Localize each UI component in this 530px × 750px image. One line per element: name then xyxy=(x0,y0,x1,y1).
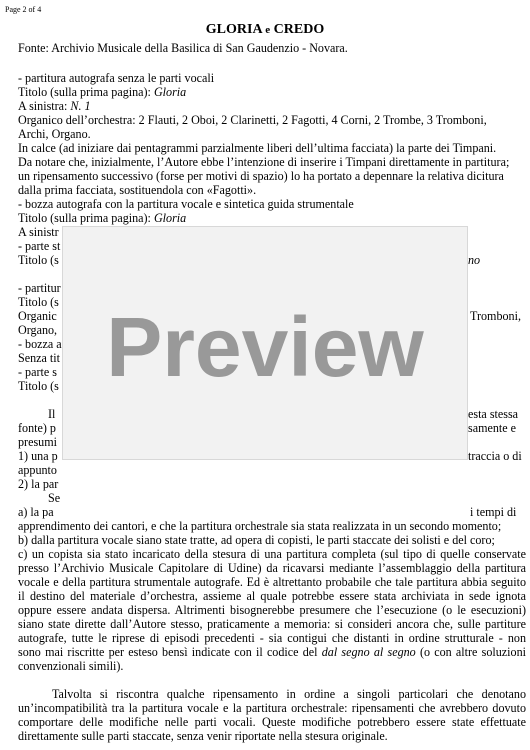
preview-watermark: Preview xyxy=(106,300,424,394)
line-text: Tromboni, xyxy=(470,309,521,323)
line-text: sono mai riscritte per esteso bensì indicate con il codice del xyxy=(18,645,322,659)
text-line xyxy=(18,421,56,435)
text-line xyxy=(18,183,256,197)
text-line xyxy=(18,71,214,85)
text-line xyxy=(18,127,91,141)
page-number: Page 2 of 4 xyxy=(5,5,42,14)
text-line xyxy=(18,197,354,211)
line-text: Titolo (s xyxy=(18,295,59,309)
line-text: A sinistra: xyxy=(18,99,71,113)
line-text: - bozza autografa con la partitura vocale e sintetica guida strumentale xyxy=(18,197,354,211)
line-text: presumi xyxy=(18,435,57,449)
text-line xyxy=(18,617,526,631)
text-line xyxy=(470,505,516,519)
line-text: c) un copista sia stato incaricato della stesura di una partitura completa (sul tipo di quelle conservate xyxy=(18,547,526,561)
line-text: siano state dirette dall’Autore stesso, praticamente a memoria: si consideri ancora che, sulle partiture xyxy=(18,617,526,631)
line-text: vocale e della partitura strumentale autografe. Ed è altrettanto probabile che tale partitura abbia seguito xyxy=(18,575,526,589)
line-text: 1) una p xyxy=(18,449,58,463)
line-text: Organico dell’orchestra: 2 Flauti, 2 Oboi, 2 Clarinetti, 2 Fagotti, 4 Corni, 2 Trombe, 3 Tromboni, xyxy=(18,113,487,127)
line-italic: dal segno al segno xyxy=(321,645,416,659)
text-line xyxy=(18,351,60,365)
text-line xyxy=(18,575,526,589)
line-text: il destino del materiale d’orchestra, assieme al quale potrebbe essere stata archiviata in sede ignota xyxy=(18,589,526,603)
line-text: comportare delle modifiche nelle parti vocali. Queste modifiche potrebbero essere state effettuate xyxy=(18,715,526,729)
text-line xyxy=(18,113,487,127)
line-text: apprendimento dei cantori, e che la partitura orchestrale sia stata realizzata in un secondo momento; xyxy=(18,519,502,533)
text-line xyxy=(18,85,186,99)
line-text: - partitur xyxy=(18,281,61,295)
line-text: Senza tit xyxy=(18,351,60,365)
text-line xyxy=(18,337,62,351)
text-line xyxy=(468,421,516,435)
line-text: Se xyxy=(48,491,61,505)
text-line xyxy=(48,491,60,505)
line-text: Titolo (s xyxy=(18,253,59,267)
line-text: - bozza a xyxy=(18,337,62,351)
text-line xyxy=(18,99,91,113)
line-text: Organic xyxy=(18,309,57,323)
line-text: b) dalla partitura vocale siano state tratte, ad opera di copisti, le parti staccate dei solisti e del coro; xyxy=(18,533,495,547)
text-line xyxy=(18,323,57,337)
text-line xyxy=(18,449,58,463)
text-line xyxy=(18,281,61,295)
line-italic: Gloria xyxy=(153,85,187,99)
text-line xyxy=(18,211,186,225)
line-text: traccia o di xyxy=(468,449,522,463)
line-text: Organo, xyxy=(18,323,58,337)
line-text: samente e xyxy=(468,421,517,435)
line-italic: N. 1 xyxy=(70,99,91,113)
text-line xyxy=(470,309,521,323)
line-text: appunto xyxy=(18,463,57,477)
line-text: i tempi di xyxy=(470,505,517,519)
title-joiner: e xyxy=(265,24,271,36)
line-text: Archi, Organo. xyxy=(18,127,91,141)
line-text: Da notare che, inizialmente, l’Autore ebbe l’intenzione di inserire i Timpani direttamente in partitura; xyxy=(18,155,510,169)
line-text: autografe, tutte le riprese di episodi precedenti - sia contigui che distanti in ordine strutturale - non xyxy=(18,631,526,645)
line-text: oppure essere andata dispersa. Altrimenti bisognerebbe presumere che l’esecuzione (o le esecuzioni) xyxy=(18,603,526,617)
text-line xyxy=(18,41,348,55)
line-text: In calce (ad iniziare dai pentagrammi parzialmente liberi dell’ultima facciata) la parte dei Timpani. xyxy=(18,141,497,155)
text-line xyxy=(18,533,495,547)
text-line xyxy=(18,603,526,617)
line-text: - partitura autografa senza le parti vocali xyxy=(18,71,215,85)
text-line xyxy=(18,155,509,169)
text-line xyxy=(18,253,59,267)
text-line xyxy=(18,645,526,659)
line-text: convenzionali simili). xyxy=(18,659,124,673)
text-line xyxy=(18,701,526,715)
line-text: Talvolta si riscontra qualche ripensamento in ordine a singoli particolari che denotano xyxy=(52,687,526,701)
text-line xyxy=(18,631,526,645)
text-line xyxy=(18,169,504,183)
text-line xyxy=(18,477,58,491)
line-text: - parte st xyxy=(18,239,61,253)
text-line xyxy=(18,715,526,729)
title-second: CREDO xyxy=(273,22,325,37)
text-line xyxy=(18,435,57,449)
line-text-tail: (o con altre soluzioni xyxy=(415,645,526,659)
line-text: A sinistr xyxy=(18,225,59,239)
text-line xyxy=(468,253,480,267)
line-italic: no xyxy=(468,253,481,267)
line-text: Titolo (s xyxy=(18,379,59,393)
text-line xyxy=(18,519,501,533)
text-line xyxy=(18,547,526,561)
text-line xyxy=(18,463,57,477)
text-line xyxy=(52,687,526,701)
preview-overlay xyxy=(62,226,468,460)
line-text: dalla prima facciata, sostituendola con «Fagotti». xyxy=(18,183,257,197)
line-text: un’incompatibilità tra la partitura vocale e la partitura orchestrale: ripensamenti che avrebbero dovuto xyxy=(18,701,526,715)
line-text: fonte) p xyxy=(18,421,56,435)
text-line xyxy=(18,365,57,379)
line-text: direttamente sulle parti staccate, senza venir riportate nella stesura originale. xyxy=(18,729,388,743)
line-text: esta stessa xyxy=(468,407,519,421)
text-line xyxy=(18,659,123,673)
text-line xyxy=(18,239,60,253)
text-line xyxy=(468,449,522,463)
line-italic: Gloria xyxy=(153,211,187,225)
line-text: un ripensamento successivo (forse per motivi di spazio) lo ha portato a depennare la relativa dicitura xyxy=(18,169,504,183)
line-text: Fonte: Archivio Musicale della Basilica di San Gaudenzio - Novara. xyxy=(18,41,348,55)
text-line xyxy=(18,729,388,743)
text-line xyxy=(18,589,526,603)
text-line xyxy=(18,561,526,575)
line-text: presso l’Archivio Musicale Capitolare di Udine) da ricavarsi mediante l’assemblaggio della partitura xyxy=(18,561,526,575)
text-line xyxy=(18,379,59,393)
text-line xyxy=(18,225,59,239)
text-line xyxy=(18,309,57,323)
text-line xyxy=(18,505,54,519)
line-text: 2) la par xyxy=(18,477,59,491)
text-line xyxy=(48,407,55,421)
line-text: Titolo (sulla prima pagina): xyxy=(18,211,154,225)
line-text: a) la pa xyxy=(18,505,54,519)
title-main: GLORIA xyxy=(205,22,262,37)
line-text: Il xyxy=(48,407,56,421)
text-line xyxy=(18,141,496,155)
page-title xyxy=(0,22,530,38)
text-line xyxy=(18,295,59,309)
text-line xyxy=(468,407,518,421)
line-text: Titolo (sulla prima pagina): xyxy=(18,85,154,99)
line-text: - parte s xyxy=(18,365,57,379)
